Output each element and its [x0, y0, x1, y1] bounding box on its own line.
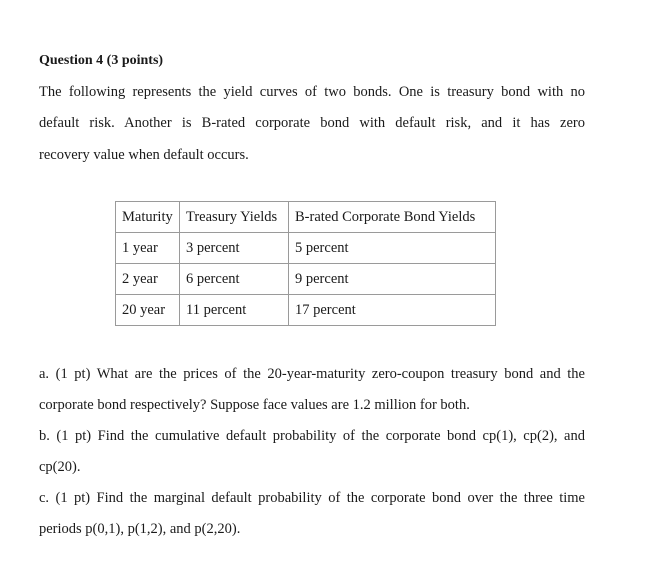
- part-a-line-2: corporate bond respectively? Suppose face values are 1.2 million for both.: [39, 397, 470, 413]
- table-cell: 2 year: [116, 264, 180, 295]
- table-header-row: [116, 202, 496, 233]
- header-corporate-yields: B-rated Corporate Bond Yields: [289, 202, 496, 233]
- table-cell: 11 percent: [180, 295, 289, 326]
- intro-line-3: recovery value when default occurs.: [39, 147, 249, 163]
- part-b-line-2: cp(20).: [39, 459, 81, 475]
- table-cell: 17 percent: [289, 295, 496, 326]
- table-cell: 1 year: [116, 233, 180, 264]
- table-cell: 6 percent: [180, 264, 289, 295]
- intro-line-2: default risk. Another is B-rated corporate bond with default risk, and it has zero: [39, 115, 585, 131]
- header-treasury-yields: Treasury Yields: [180, 202, 289, 233]
- table-cell: 3 percent: [180, 233, 289, 264]
- table-row: [116, 295, 496, 326]
- part-c-line-2: periods p(0,1), p(1,2), and p(2,20).: [39, 521, 241, 537]
- part-c-line-1: c. (1 pt) Find the marginal default probability of the corporate bond over the three time: [39, 490, 585, 506]
- intro-line-1: The following represents the yield curves of two bonds. One is treasury bond with no: [39, 84, 585, 100]
- part-b-line-1: b. (1 pt) Find the cumulative default probability of the corporate bond cp(1), cp(2), and: [39, 428, 585, 444]
- table-cell: 5 percent: [289, 233, 496, 264]
- part-a-line-1: a. (1 pt) What are the prices of the 20-year-maturity zero-coupon treasury bond and the: [39, 366, 585, 382]
- table-cell: 9 percent: [289, 264, 496, 295]
- yield-curve-table: [115, 201, 496, 326]
- table-row: [116, 264, 496, 295]
- header-maturity: Maturity: [116, 202, 180, 233]
- table-row: [116, 233, 496, 264]
- question-heading: Question 4 (3 points): [39, 53, 164, 68]
- table-cell: 20 year: [116, 295, 180, 326]
